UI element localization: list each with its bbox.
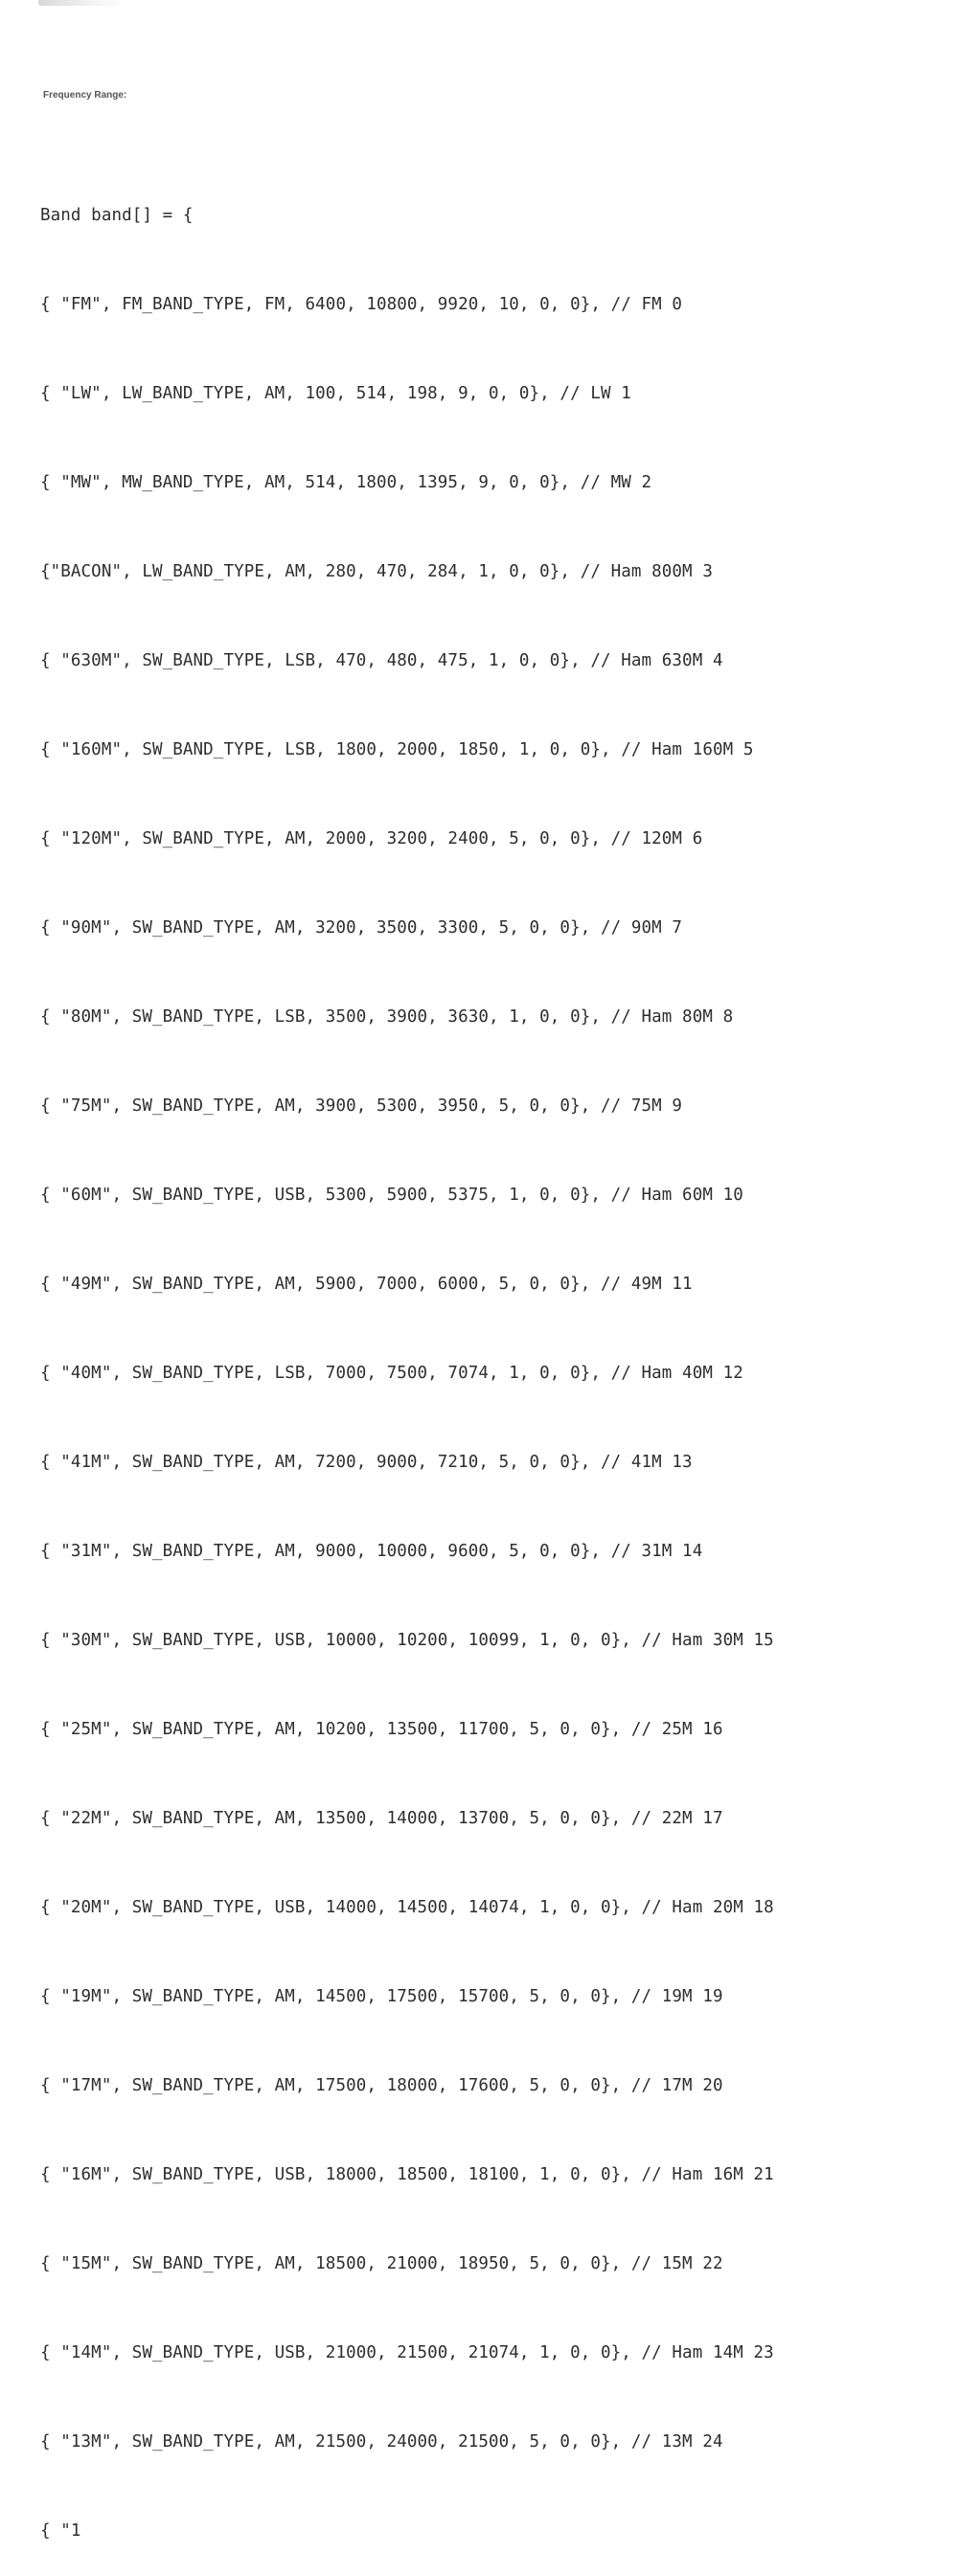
code-line: { "40M", SW_BAND_TYPE, LSB, 7000, 7500, 7074, 1, 0, 0}, // Ham 40M 12: [40, 1364, 743, 1383]
code-line: { "MW", MW_BAND_TYPE, AM, 514, 1800, 1395, 9, 0, 0}, // MW 2: [40, 473, 652, 492]
code-line: { "FM", FM_BAND_TYPE, FM, 6400, 10800, 9920, 10, 0, 0}, // FM 0: [40, 295, 683, 314]
code-line: { "80M", SW_BAND_TYPE, LSB, 3500, 3900, 3630, 1, 0, 0}, // Ham 80M 8: [40, 1007, 734, 1027]
code-line: { "31M", SW_BAND_TYPE, AM, 9000, 10000, 9600, 5, 0, 0}, // 31M 14: [40, 1542, 703, 1561]
code-line: {"BACON", LW_BAND_TYPE, AM, 280, 470, 284, 1, 0, 0}, // Ham 800M 3: [40, 562, 713, 581]
code-line: { "630M", SW_BAND_TYPE, LSB, 470, 480, 475, 1, 0, 0}, // Ham 630M 4: [40, 651, 723, 670]
code-line: { "LW", LW_BAND_TYPE, AM, 100, 514, 198, 9, 0, 0}, // LW 1: [40, 384, 631, 403]
code-line: { "14M", SW_BAND_TYPE, USB, 21000, 21500, 21074, 1, 0, 0}, // Ham 14M 23: [40, 2343, 774, 2362]
code-line: { "15M", SW_BAND_TYPE, AM, 18500, 21000, 18950, 5, 0, 0}, // 15M 22: [40, 2254, 723, 2273]
code-line: { "19M", SW_BAND_TYPE, AM, 14500, 17500, 15700, 5, 0, 0}, // 19M 19: [40, 1987, 723, 2006]
code-line: { "120M", SW_BAND_TYPE, AM, 2000, 3200, 2400, 5, 0, 0}, // 120M 6: [40, 829, 703, 848]
code-line: Band band[] = {: [40, 206, 194, 225]
band-table-code-block: [40, 142, 774, 2576]
code-line: { "25M", SW_BAND_TYPE, AM, 10200, 13500, 11700, 5, 0, 0}, // 25M 16: [40, 1720, 723, 1739]
code-line: { "16M", SW_BAND_TYPE, USB, 18000, 18500, 18100, 1, 0, 0}, // Ham 16M 21: [40, 2165, 774, 2184]
code-line: { "41M", SW_BAND_TYPE, AM, 7200, 9000, 7210, 5, 0, 0}, // 41M 13: [40, 1453, 693, 1472]
code-line: { "17M", SW_BAND_TYPE, AM, 17500, 18000, 17600, 5, 0, 0}, // 17M 20: [40, 2076, 723, 2095]
code-line: { "13M", SW_BAND_TYPE, AM, 21500, 24000, 21500, 5, 0, 0}, // 13M 24: [40, 2432, 723, 2452]
code-line: { "30M", SW_BAND_TYPE, USB, 10000, 10200, 10099, 1, 0, 0}, // Ham 30M 15: [40, 1631, 774, 1650]
code-line: { "1: [40, 2521, 81, 2541]
cropped-image-fragment: [38, 0, 125, 6]
code-line: { "20M", SW_BAND_TYPE, USB, 14000, 14500, 14074, 1, 0, 0}, // Ham 20M 18: [40, 1898, 774, 1917]
code-line: { "22M", SW_BAND_TYPE, AM, 13500, 14000, 13700, 5, 0, 0}, // 22M 17: [40, 1809, 723, 1828]
code-line: { "49M", SW_BAND_TYPE, AM, 5900, 7000, 6000, 5, 0, 0}, // 49M 11: [40, 1275, 693, 1294]
code-line: { "60M", SW_BAND_TYPE, USB, 5300, 5900, 5375, 1, 0, 0}, // Ham 60M 10: [40, 1186, 743, 1205]
code-line: { "90M", SW_BAND_TYPE, AM, 3200, 3500, 3300, 5, 0, 0}, // 90M 7: [40, 918, 683, 938]
frequency-range-caption: Frequency Range:: [43, 90, 127, 101]
code-line: { "75M", SW_BAND_TYPE, AM, 3900, 5300, 3950, 5, 0, 0}, // 75M 9: [40, 1096, 683, 1116]
code-line: { "160M", SW_BAND_TYPE, LSB, 1800, 2000, 1850, 1, 0, 0}, // Ham 160M 5: [40, 740, 754, 759]
